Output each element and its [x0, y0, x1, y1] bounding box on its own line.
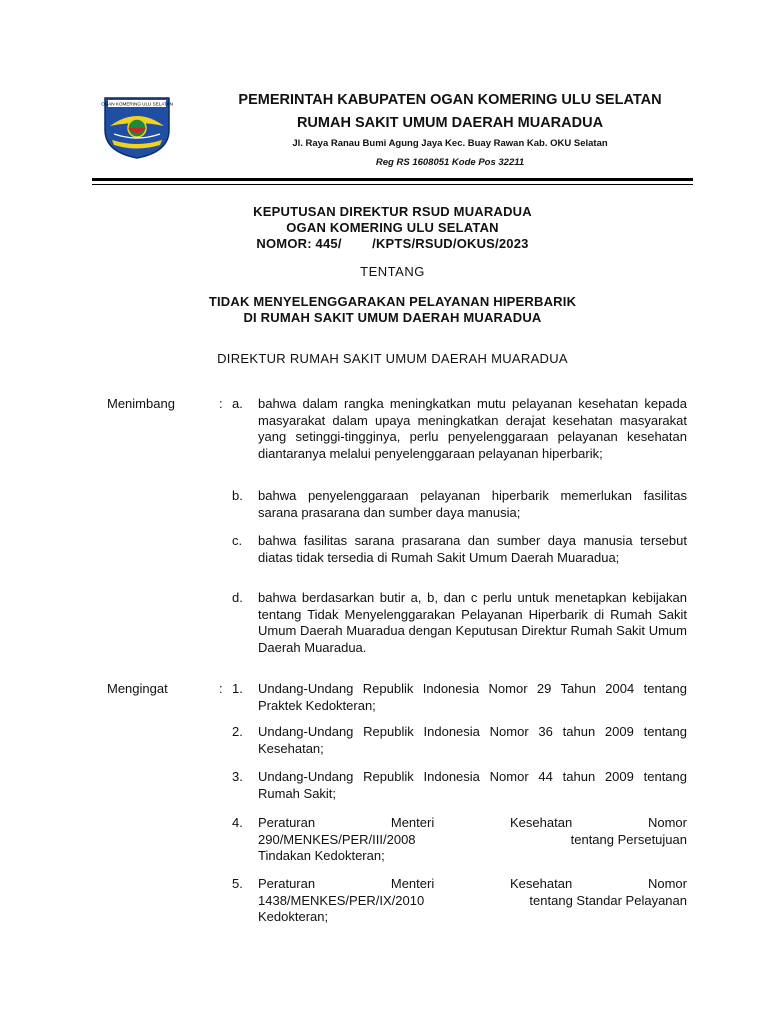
letterhead-hospital: RUMAH SAKIT UMUM DAERAH MUARADUA [296, 115, 604, 131]
decree-subject-line2: DI RUMAH SAKIT UMUM DAERAH MUARADUA [243, 310, 542, 325]
menimbang-marker: d. [232, 590, 243, 605]
mengingat-item-row [258, 909, 687, 926]
menimbang-item-text: bahwa dalam rangka meningkatkan mutu pelayanan kesehatan kepada masyarakat dalam upaya meningkatkan derajat kesehatan masyarakat yang setinggi-tingginya, perlu penyelenggaraan pelayanan kesehatan diantaranya melalui penyelenggaraan pelayanan hiperbarik; [258, 396, 687, 461]
word: tentang Persetujuan [570, 831, 687, 847]
director-heading: DIREKTUR RUMAH SAKIT UMUM DAERAH MUARADUA [217, 351, 568, 366]
decree-title-line1: KEPUTUSAN DIREKTUR RSUD MUARADUA [253, 204, 532, 219]
mengingat-marker: 2. [232, 724, 243, 739]
decree-title-line2: OGAN KOMERING ULU SELATAN [286, 220, 499, 235]
mengingat-marker: 3. [232, 769, 243, 784]
word: Nomor [647, 815, 687, 830]
decree-subject-line1: TIDAK MENYELENGGARAKAN PELAYANAN HIPERBARIK [208, 294, 577, 309]
mengingat-item-text [258, 815, 687, 865]
mengingat-item-text: Undang-Undang Republik Indonesia Nomor 29 Tahun 2004 tentang Praktek Kedokteran; [258, 681, 687, 713]
letterhead-address: Jl. Raya Ranau Bumi Agung Jaya Kec. Buay Rawan Kab. OKU Selatan [292, 138, 608, 149]
decree-title [92, 204, 693, 252]
mengingat-item-row [258, 876, 687, 893]
menimbang-marker: a. [232, 396, 243, 411]
letterhead-divider-thin [92, 184, 693, 185]
mengingat-marker: 5. [232, 876, 243, 891]
mengingat-item-text: Undang-Undang Republik Indonesia Nomor 36 tahun 2009 tentang Kesehatan; [258, 724, 687, 756]
tentang-heading: TENTANG [360, 264, 425, 279]
word: Kedokteran; [258, 909, 329, 924]
word: Menteri [390, 815, 435, 830]
decree-number: NOMOR: 445/ /KPTS/RSUD/OKUS/2023 [256, 236, 529, 251]
mengingat-item-row [258, 832, 687, 849]
mengingat-item-text: Undang-Undang Republik Indonesia Nomor 44 tahun 2009 tentang Rumah Sakit; [258, 769, 687, 801]
mengingat-item-row [258, 893, 687, 910]
letterhead-divider-thick [92, 178, 693, 181]
word: 1438/MENKES/PER/IX/2010 [258, 892, 425, 908]
svg-text:OGAN KOMERING ULU SELATAN: OGAN KOMERING ULU SELATAN [101, 101, 173, 107]
word: Tindakan Kedokteran; [258, 848, 385, 863]
menimbang-item-text: bahwa penyelenggaraan pelayanan hiperbarik memerlukan fasilitas sarana prasarana dan sumber daya manusia; [258, 488, 687, 520]
menimbang-colon: : [219, 396, 223, 411]
letterhead-government: PEMERINTAH KABUPATEN OGAN KOMERING ULU SELATAN [238, 92, 662, 108]
mengingat-item-row [258, 848, 687, 865]
word: Kesehatan [510, 876, 573, 891]
mengingat-item-row [258, 815, 687, 832]
decree-subject [92, 294, 693, 326]
menimbang-item-text: bahwa berdasarkan butir a, b, dan c perlu untuk menetapkan kebijakan tentang Tidak Menyelenggarakan Pelayanan Hiperbarik di Rumah Sakit Umum Daerah Muaradua dengan Keputusan Direktur Rumah Sakit Umum Daerah Muaradua. [258, 590, 687, 655]
mengingat-marker: 1. [232, 681, 243, 696]
menimbang-marker: b. [232, 488, 243, 503]
mengingat-label: Mengingat [107, 681, 168, 696]
word: Nomor [647, 876, 687, 891]
menimbang-label: Menimbang [107, 396, 175, 411]
mengingat-colon: : [219, 681, 223, 696]
word: Peraturan [258, 876, 316, 891]
ogan-komering-ulu-selatan-logo [100, 94, 174, 160]
mengingat-marker: 4. [232, 815, 243, 830]
word: Peraturan [258, 815, 316, 830]
letterhead-registration: Reg RS 1608051 Kode Pos 32211 [375, 157, 525, 168]
menimbang-marker: c. [232, 533, 243, 548]
mengingat-item-text [258, 876, 687, 926]
menimbang-item-text: bahwa fasilitas sarana prasarana dan sumber daya manusia tersebut diatas tidak tersedia di Rumah Sakit Umum Daerah Muaradua; [258, 533, 687, 565]
word: 290/MENKES/PER/III/2008 [258, 831, 416, 847]
word: Menteri [390, 876, 435, 891]
word: Kesehatan [510, 815, 573, 830]
word: tentang Standar Pelayanan [529, 892, 687, 908]
